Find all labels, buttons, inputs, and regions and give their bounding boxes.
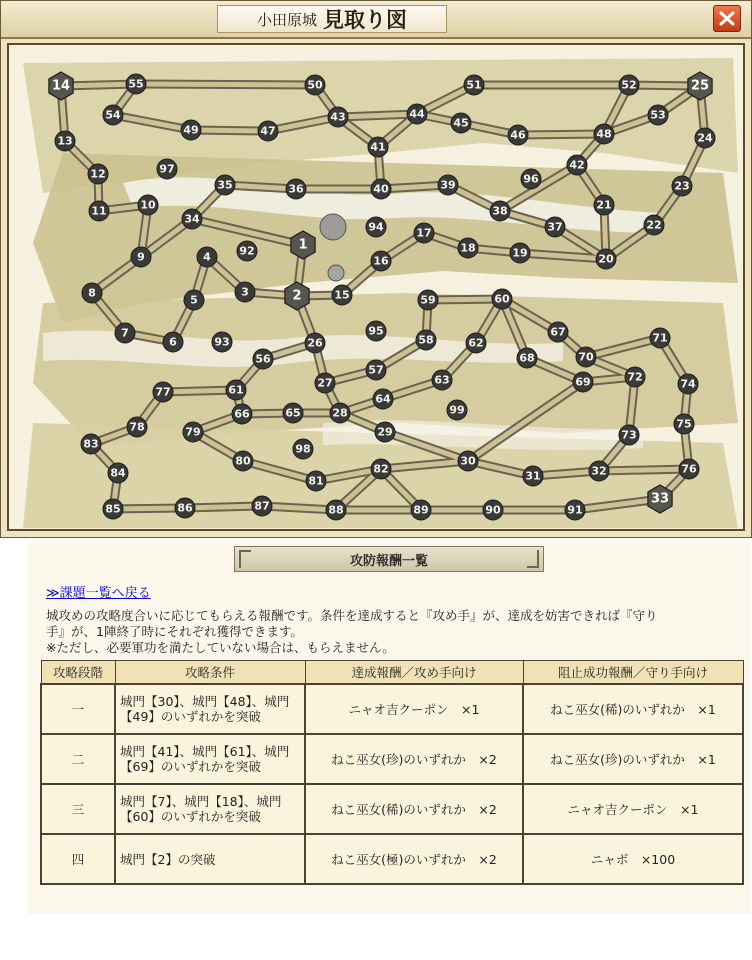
map-node-56[interactable]	[253, 349, 273, 369]
road-segment	[338, 114, 417, 117]
map-node-label: 41	[370, 140, 386, 154]
map-node-label: 46	[510, 128, 526, 142]
map-node-label: 32	[591, 464, 607, 478]
map-node-3[interactable]	[235, 282, 255, 302]
map-node-17[interactable]	[414, 223, 434, 243]
map-node-41[interactable]	[368, 137, 388, 157]
table-header-row	[41, 661, 743, 685]
road-segment	[113, 508, 185, 509]
map-node-21[interactable]	[594, 195, 614, 215]
map-node-24[interactable]	[695, 128, 715, 148]
map-node-13[interactable]	[55, 131, 75, 151]
map-node-label: 45	[453, 116, 469, 130]
map-node-45[interactable]	[451, 113, 471, 133]
condition-line: 【60】のいずれかを突破	[120, 809, 261, 824]
map-node-label: 61	[228, 383, 244, 397]
map-node-label: 78	[129, 420, 145, 434]
map-gate-label: 33	[650, 491, 670, 507]
rewards-panel	[28, 542, 750, 914]
map-node-label: 34	[184, 212, 200, 226]
condition-cell	[115, 834, 305, 884]
map-node-label: 59	[420, 293, 436, 307]
map-node-label: 9	[137, 250, 145, 264]
road-segment	[428, 299, 502, 300]
map-node-63[interactable]	[432, 370, 452, 390]
map-node-70[interactable]	[576, 347, 596, 367]
map-node-label: 80	[235, 454, 251, 468]
map-node-5[interactable]	[184, 290, 204, 310]
close-button[interactable]	[713, 5, 741, 32]
table-row	[41, 784, 743, 834]
map-node-67[interactable]	[548, 322, 568, 342]
map-node-label: 86	[177, 501, 193, 515]
map-node-62[interactable]	[466, 333, 486, 353]
condition-line: 【69】のいずれかを突破	[120, 759, 261, 774]
castle-map	[7, 43, 745, 531]
map-node-85[interactable]	[103, 499, 123, 519]
map-node-4[interactable]	[197, 247, 217, 267]
map-node-label: 38	[492, 204, 508, 218]
map-node-77[interactable]	[153, 382, 173, 402]
map-node-95[interactable]	[366, 321, 386, 341]
rewards-description-line-1: 城攻めの攻略度合いに応じてもらえる報酬です。条件を達成すると『攻め手』が、達成を妨害できれば『守り	[46, 608, 658, 623]
map-node-label: 23	[674, 179, 690, 193]
map-node-label: 57	[368, 363, 384, 377]
map-header	[1, 1, 751, 39]
map-node-11[interactable]	[89, 201, 109, 221]
map-node-label: 66	[234, 407, 250, 421]
table-row	[41, 834, 743, 884]
map-node-94[interactable]	[366, 217, 386, 237]
map-node-label: 16	[373, 254, 389, 268]
map-node-80[interactable]	[233, 451, 253, 471]
map-node-49[interactable]	[181, 120, 201, 140]
map-node-29[interactable]	[375, 422, 395, 442]
condition-line: 城門【41】、城門【61】、城門	[120, 744, 290, 759]
map-node-38[interactable]	[490, 201, 510, 221]
map-node-16[interactable]	[371, 251, 391, 271]
road-segment	[518, 134, 604, 135]
attack-reward-cell: ねこ巫女(稀)のいずれか ×2	[305, 784, 523, 834]
road-segment	[599, 469, 689, 471]
map-node-label: 67	[550, 325, 566, 339]
defense-reward-cell: ニャボ ×100	[523, 834, 743, 884]
map-node-label: 83	[83, 437, 99, 451]
map-node-label: 70	[578, 350, 594, 364]
map-node-label: 53	[650, 108, 666, 122]
map-node-label: 29	[377, 425, 393, 439]
map-node-label: 8	[88, 286, 96, 300]
map-node-73[interactable]	[619, 425, 639, 445]
map-node-label: 20	[598, 252, 614, 266]
condition-cell	[115, 734, 305, 784]
map-node-label: 7	[121, 326, 129, 340]
map-node-label: 71	[652, 331, 668, 345]
map-node-label: 69	[575, 375, 591, 389]
map-node-label: 39	[440, 178, 456, 192]
map-node-99[interactable]	[447, 400, 467, 420]
map-node-label: 58	[418, 333, 434, 347]
map-node-label: 94	[368, 220, 384, 234]
map-node-35[interactable]	[215, 175, 235, 195]
map-node-84[interactable]	[108, 463, 128, 483]
map-node-label: 40	[373, 182, 389, 196]
map-node-55[interactable]	[126, 74, 146, 94]
map-node-59[interactable]	[418, 290, 438, 310]
map-node-61[interactable]	[226, 380, 246, 400]
map-node-60[interactable]	[492, 289, 512, 309]
map-node-68[interactable]	[517, 348, 537, 368]
map-gate-label: 25	[690, 78, 710, 94]
map-node-label: 56	[255, 352, 271, 366]
map-node-93[interactable]	[212, 332, 232, 352]
map-node-8[interactable]	[82, 283, 102, 303]
defense-reward-cell: ねこ巫女(稀)のいずれか ×1	[523, 684, 743, 734]
defense-reward-cell: ねこ巫女(珍)のいずれか ×1	[523, 734, 743, 784]
map-node-label: 81	[308, 474, 324, 488]
map-node-23[interactable]	[672, 176, 692, 196]
road-segment	[163, 390, 236, 392]
map-node-label: 88	[328, 503, 344, 517]
map-node-label: 13	[57, 134, 73, 148]
map-node-label: 62	[468, 336, 484, 350]
map-node-label: 72	[627, 370, 643, 384]
map-node-20[interactable]	[596, 249, 616, 269]
map-node-label: 51	[466, 78, 482, 92]
map-node-label: 35	[217, 178, 233, 192]
map-node-47[interactable]	[258, 121, 278, 141]
stage-cell: 三	[41, 784, 115, 834]
map-node-label: 95	[368, 324, 384, 338]
condition-cell	[115, 784, 305, 834]
map-node-label: 75	[676, 417, 692, 431]
map-node-7[interactable]	[115, 323, 135, 343]
map-node-10[interactable]	[138, 195, 158, 215]
map-node-6[interactable]	[163, 332, 183, 352]
map-node-51[interactable]	[464, 75, 484, 95]
map-node-76[interactable]	[679, 459, 699, 479]
map-node-label: 47	[260, 124, 276, 138]
map-node-label: 36	[288, 182, 304, 196]
map-node-label: 77	[155, 385, 171, 399]
map-node-label: 98	[295, 442, 311, 456]
map-node-71[interactable]	[650, 328, 670, 348]
map-gate-label: 1	[298, 237, 308, 253]
road-segment	[191, 130, 268, 131]
map-node-label: 54	[105, 108, 121, 122]
column-header-attack-reward: 達成報酬／攻め手向け	[305, 661, 523, 685]
map-node-34[interactable]	[182, 209, 202, 229]
map-node-19[interactable]	[510, 243, 530, 263]
map-node-78[interactable]	[127, 417, 147, 437]
map-node-label: 64	[375, 392, 391, 406]
map-node-66[interactable]	[232, 404, 252, 424]
condition-line: 城門【2】の突破	[120, 851, 216, 867]
map-node-label: 22	[646, 218, 662, 232]
map-title-castle-name: 小田原城	[256, 10, 317, 29]
condition-line: 【49】のいずれかを突破	[120, 709, 261, 724]
map-node-79[interactable]	[183, 422, 203, 442]
map-node-label: 4	[203, 250, 211, 264]
defense-reward-cell: ニャオ吉クーポン ×1	[523, 784, 743, 834]
map-node-81[interactable]	[306, 471, 326, 491]
map-node-label: 17	[416, 226, 432, 240]
map-node-label: 6	[169, 335, 177, 349]
map-node-label: 82	[373, 462, 389, 476]
map-node-9[interactable]	[131, 247, 151, 267]
map-node-30[interactable]	[458, 451, 478, 471]
map-node-98[interactable]	[293, 439, 313, 459]
map-node-label: 26	[307, 336, 323, 350]
map-node-label: 87	[254, 499, 270, 513]
map-node-label: 79	[185, 425, 201, 439]
stage-cell: 一	[41, 684, 115, 734]
map-node-27[interactable]	[315, 373, 335, 393]
map-node-40[interactable]	[371, 179, 391, 199]
map-node-label: 99	[449, 403, 465, 417]
map-node-87[interactable]	[252, 496, 272, 516]
attack-reward-cell: ねこ巫女(極)のいずれか ×2	[305, 834, 523, 884]
map-node-90[interactable]	[483, 500, 503, 520]
rewards-title: 攻防報酬一覧	[349, 553, 428, 569]
map-node-label: 50	[307, 78, 323, 92]
map-node-57[interactable]	[366, 360, 386, 380]
map-node-83[interactable]	[81, 434, 101, 454]
condition-line: 城門【7】、城門【18】、城門	[120, 794, 282, 809]
map-node-69[interactable]	[573, 372, 593, 392]
rewards-table	[40, 660, 744, 885]
map-node-label: 76	[681, 462, 697, 476]
close-icon	[718, 10, 736, 27]
map-node-37[interactable]	[545, 217, 565, 237]
map-node-label: 3	[241, 285, 249, 299]
map-node-97[interactable]	[157, 159, 177, 179]
map-node-label: 84	[110, 466, 126, 480]
map-gate-label: 2	[292, 288, 302, 304]
map-node-15[interactable]	[332, 285, 352, 305]
map-node-label: 63	[434, 373, 450, 387]
map-node-31[interactable]	[523, 466, 543, 486]
map-node-label: 91	[567, 503, 583, 517]
map-node-label: 68	[519, 351, 535, 365]
map-node-label: 65	[285, 406, 301, 420]
map-node-65[interactable]	[283, 403, 303, 423]
stage-cell: 四	[41, 834, 115, 884]
map-node-89[interactable]	[411, 500, 431, 520]
map-node-44[interactable]	[407, 104, 427, 124]
map-gate-label: 14	[51, 78, 71, 94]
map-node-label: 18	[460, 241, 476, 255]
map-node-32[interactable]	[589, 461, 609, 481]
map-node-label: 90	[485, 503, 501, 517]
map-title	[217, 5, 447, 33]
map-node-75[interactable]	[674, 414, 694, 434]
rewards-description-note: ※ただし、必要軍功を満たしていない場合は、もらえません。	[46, 640, 395, 655]
map-node-48[interactable]	[594, 124, 614, 144]
table-row	[41, 734, 743, 784]
map-node-12[interactable]	[88, 164, 108, 184]
condition-cell	[115, 684, 305, 734]
map-node-label: 92	[239, 244, 255, 258]
table-row	[41, 684, 743, 734]
map-title-main: 見取り図	[323, 8, 407, 32]
map-node-52[interactable]	[619, 75, 639, 95]
map-node-label: 24	[697, 131, 713, 145]
map-node-label: 93	[214, 335, 230, 349]
rewards-title-bar	[234, 546, 544, 572]
map-node-label: 49	[183, 123, 199, 137]
map-node-42[interactable]	[567, 155, 587, 175]
map-node-label: 11	[91, 204, 107, 218]
map-node-54[interactable]	[103, 105, 123, 125]
map-node-96[interactable]	[521, 169, 541, 189]
map-node-label: 12	[90, 167, 106, 181]
map-node-82[interactable]	[371, 459, 391, 479]
map-node-label: 96	[523, 172, 539, 186]
map-node-label: 5	[190, 293, 198, 307]
map-node-label: 44	[409, 107, 425, 121]
map-node-label: 89	[413, 503, 429, 517]
map-node-label: 73	[621, 428, 637, 442]
map-node-36[interactable]	[286, 179, 306, 199]
map-node-label: 48	[596, 127, 612, 141]
map-node-91[interactable]	[565, 500, 585, 520]
map-node-22[interactable]	[644, 215, 664, 235]
road-segment	[136, 84, 315, 85]
map-node-label: 15	[334, 288, 350, 302]
map-node-label: 30	[460, 454, 476, 468]
map-node-64[interactable]	[373, 389, 393, 409]
map-node-26[interactable]	[305, 333, 325, 353]
map-node-label: 10	[140, 198, 156, 212]
map-node-46[interactable]	[508, 125, 528, 145]
map-node-label: 28	[332, 406, 348, 420]
castle-map-canvas	[9, 45, 743, 529]
map-node-label: 43	[330, 110, 346, 124]
map-node-label: 60	[494, 292, 510, 306]
map-node-58[interactable]	[416, 330, 436, 350]
column-header-condition: 攻略条件	[115, 661, 305, 685]
condition-line: 城門【30】、城門【48】、城門	[120, 694, 290, 709]
column-header-defense-reward: 阻止成功報酬／守り手向け	[523, 661, 743, 685]
stage-cell: 二	[41, 734, 115, 784]
map-node-72[interactable]	[625, 367, 645, 387]
road-segment	[185, 506, 262, 508]
map-node-39[interactable]	[438, 175, 458, 195]
map-node-43[interactable]	[328, 107, 348, 127]
map-node-53[interactable]	[648, 105, 668, 125]
map-node-label: 74	[680, 377, 696, 391]
map-node-label: 37	[547, 220, 563, 234]
map-node-label: 21	[596, 198, 612, 212]
map-node-label: 27	[317, 376, 333, 390]
map-node-label: 19	[512, 246, 528, 260]
column-header-stage: 攻略段階	[41, 661, 115, 685]
map-node-88[interactable]	[326, 500, 346, 520]
map-node-label: 97	[159, 162, 175, 176]
attack-reward-cell: ニャオ吉クーポン ×1	[305, 684, 523, 734]
map-node-label: 52	[621, 78, 637, 92]
map-node-74[interactable]	[678, 374, 698, 394]
map-node-28[interactable]	[330, 403, 350, 423]
map-node-label: 42	[569, 158, 585, 172]
map-node-92[interactable]	[237, 241, 257, 261]
rewards-description-line-2: 手』が、1陣終了時にそれぞれ獲得できます。	[46, 624, 303, 639]
map-node-label: 31	[525, 469, 541, 483]
map-node-86[interactable]	[175, 498, 195, 518]
map-node-18[interactable]	[458, 238, 478, 258]
map-node-label: 85	[105, 502, 121, 516]
attack-reward-cell: ねこ巫女(珍)のいずれか ×2	[305, 734, 523, 784]
map-node-label: 55	[128, 77, 144, 91]
map-node-50[interactable]	[305, 75, 325, 95]
back-to-task-list-link[interactable]: ≫課題一覧へ戻る	[46, 586, 151, 601]
